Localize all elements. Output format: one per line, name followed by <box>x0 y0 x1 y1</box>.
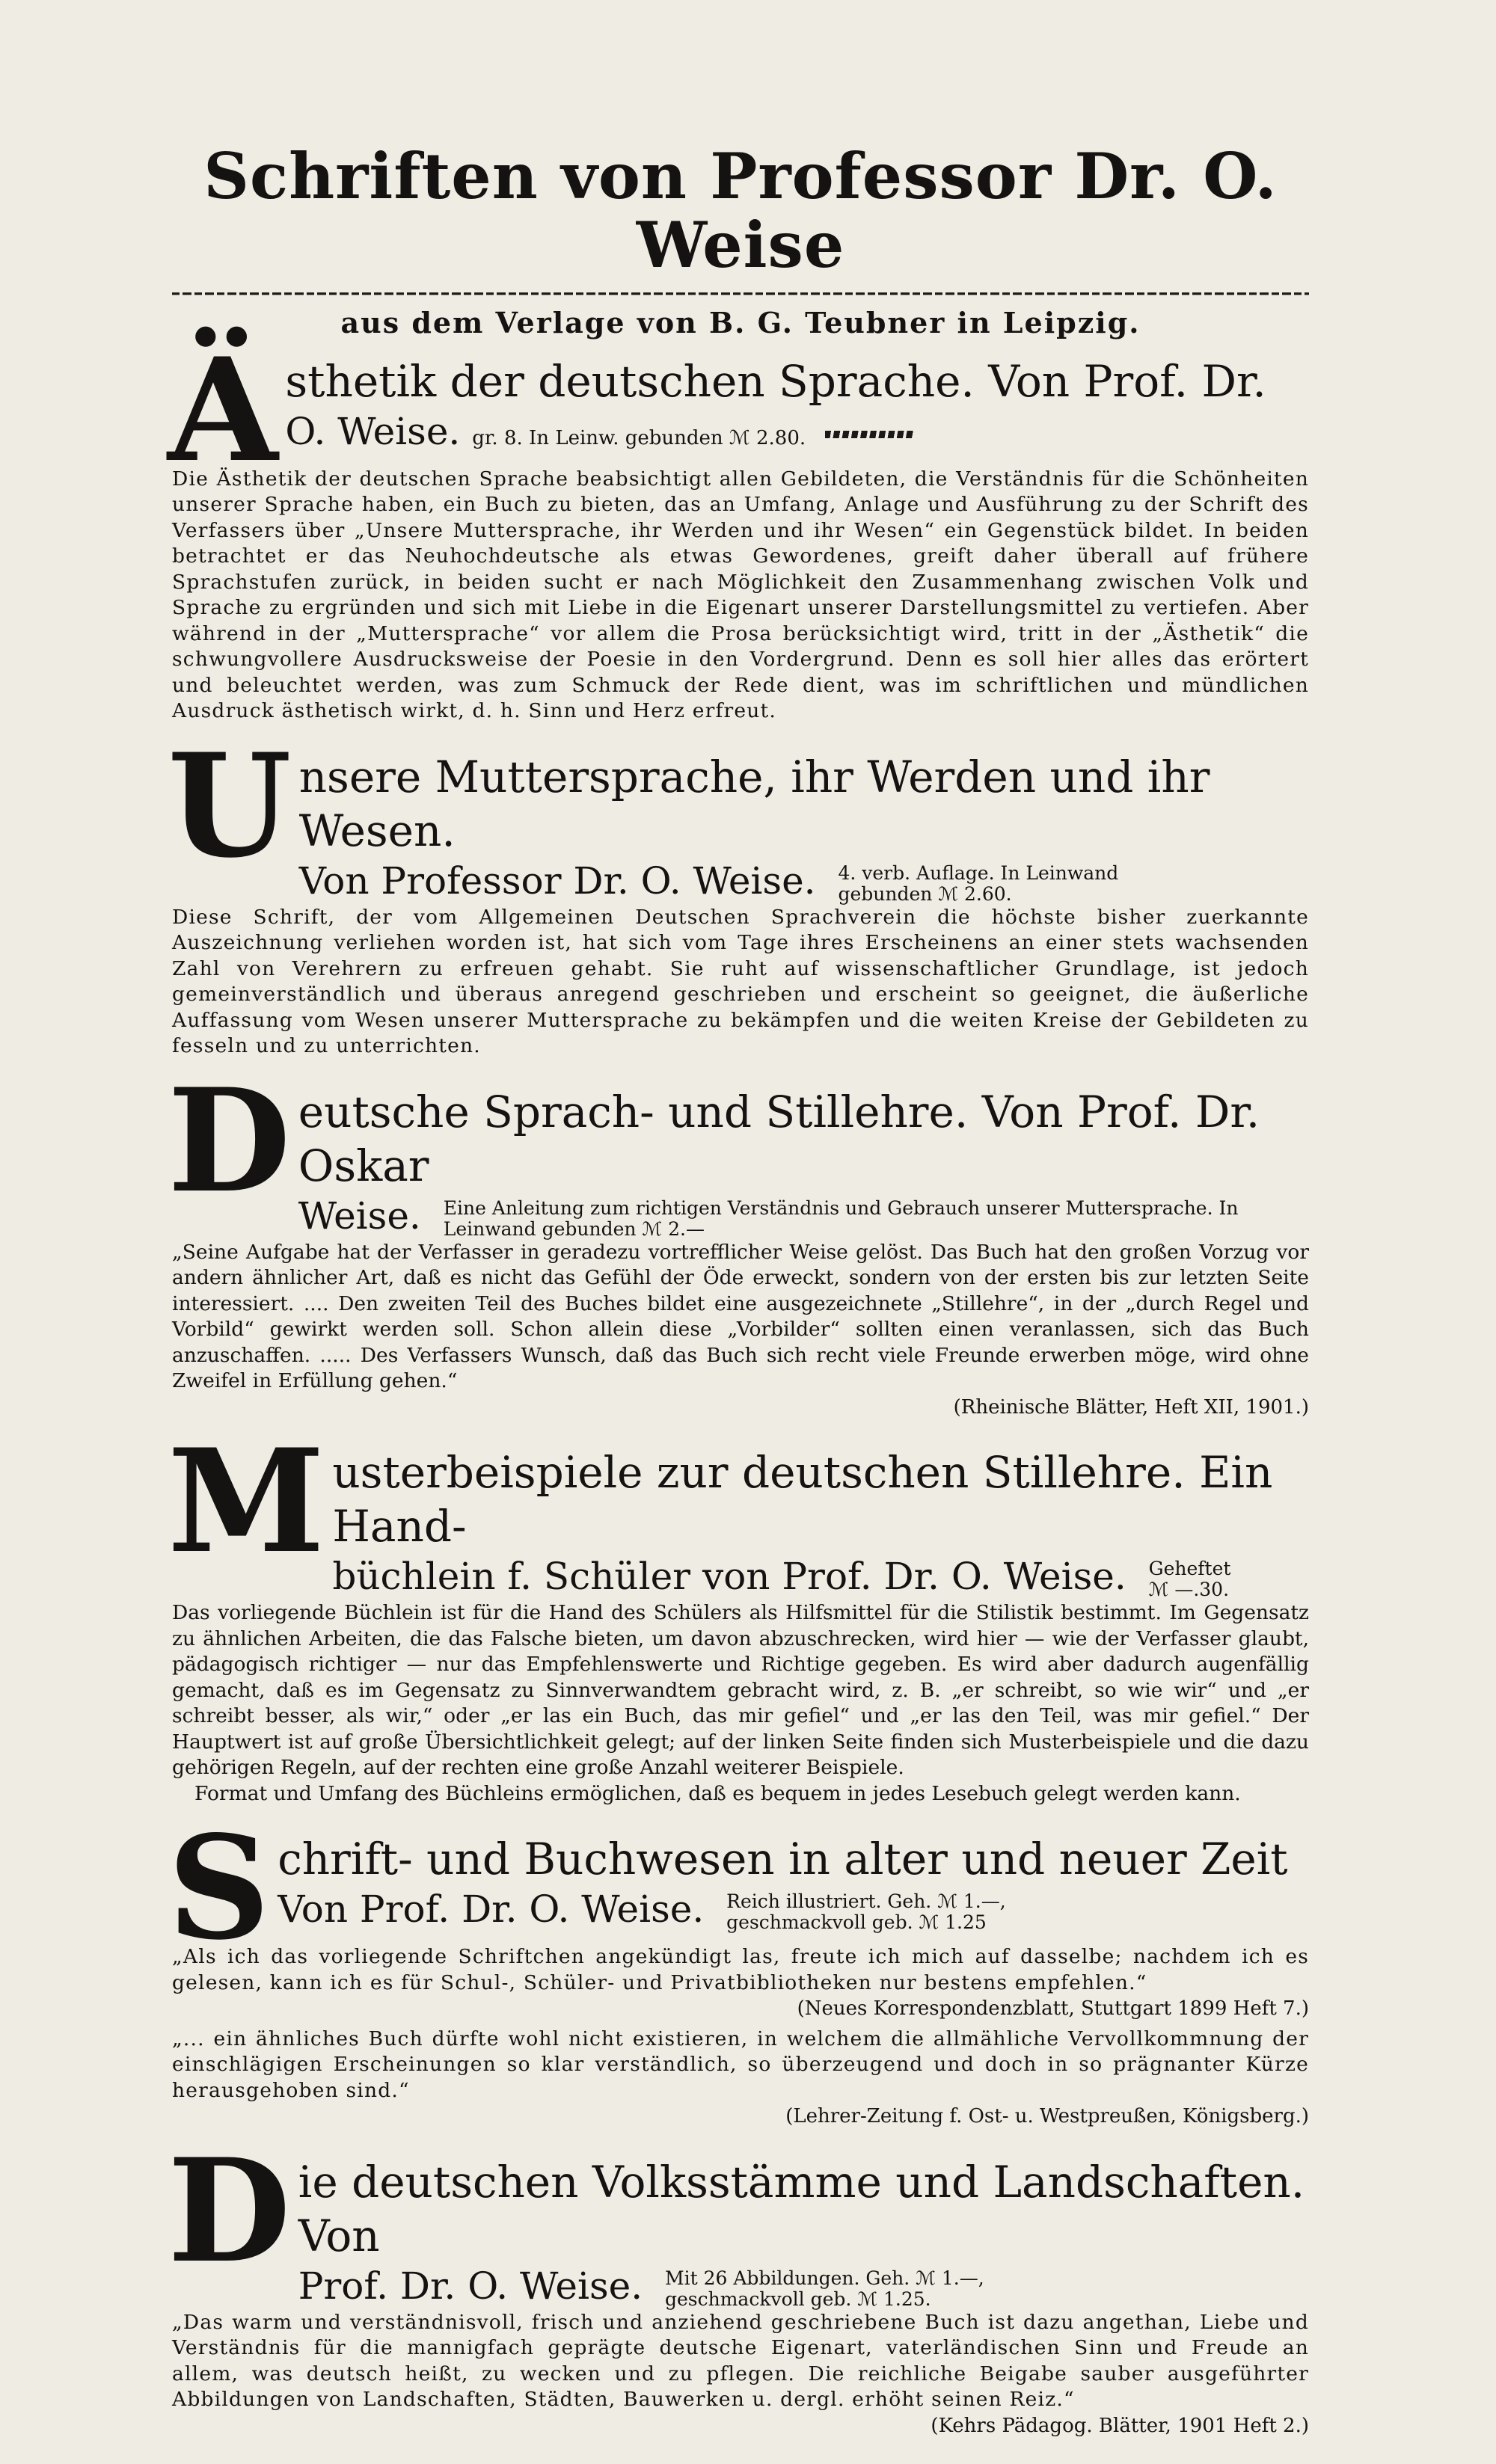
book-details: Eine Anleitung zum richtigen Verständnis und Gebrauch unserer Muttersprache. In Leinwand gebunden ℳ 2.— <box>443 1196 1239 1240</box>
book-author: büchlein f. Schüler von Prof. Dr. O. Weise. <box>332 1555 1126 1599</box>
dropcap: D <box>168 1057 291 1224</box>
book-author: O. Weise. <box>285 409 461 453</box>
book-author: Von Prof. Dr. O. Weise. <box>278 1887 705 1932</box>
ornament <box>825 431 915 438</box>
book-details: Reich illustriert. Geh. ℳ 1.—, geschmackvoll geb. ℳ 1.25 <box>726 1890 1006 1934</box>
book-description: Diese Schrift, der vom Allgemeinen Deutschen Sprachverein die höchste bisher zuerkannte Auszeichnung verliehen worden ist, hat sich vom Tage ihres Erscheinens an einer stets wachsenden Zahl von Verehrern zu erfreuen gehabt. Sie ruht auf wissenschaftlicher Grundlage, ist jedoch gemeinverständlich und überaus anregend geschrieben und erscheint so geeignet, die äußerliche Auffassung vom Wesen unserer Muttersprache zu bekämpfen und die weiten Kreise der Gebildeten zu fesseln und zu unterrichten. <box>172 905 1309 1058</box>
book-review: „Als ich das vorliegende Schriftchen angekündigt las, freute ich mich auf dasselbe; nachdem ich es gelesen, kann ich es für Schul-, Schüler- und Privatbibliotheken nur bestens empfehlen.“ <box>172 1945 1309 1994</box>
page-title: Schriften von Professor Dr. O. Weise <box>203 139 1278 283</box>
book-details: Geheftet ℳ —.30. <box>1148 1558 1231 1601</box>
book-title: usterbeispiele zur deutschen Stillehre. Ein Hand- <box>332 1447 1273 1552</box>
book-details: gr. 8. In Leinw. gebunden ℳ 2.80. <box>472 426 806 449</box>
dropcap: M <box>168 1418 325 1585</box>
book-details: Mit 26 Abbildungen. Geh. ℳ 1.—, geschmackvoll geb. ℳ 1.25. <box>665 2267 984 2310</box>
book-author: Prof. Dr. O. Weise. <box>298 2264 643 2308</box>
book-author: Von Professor Dr. O. Weise. <box>298 858 816 903</box>
book-description: Das vorliegende Büchlein ist für die Hand des Schülers als Hilfsmittel für die Stilistik bestimmt. Im Gegensatz zu ähnlichen Arbeiten, die das Falsche bieten, um davon abzuschrecken, wird hier — wie der Verfasser glaubt, pädagogisch richtiger — nur das Empfehlenswerte und Richtige gegeben. Es wird aber dadurch augenfällig gemacht, daß es im Gegensatz zu Sinnverwandtem gebracht wird, z. B. „er schreibt, so wie wir“ und „er schreibt besser, als wir,“ oder „er las ein Buch, das mir gefiel“ und „er las den Teil, was mir gefiel.“ Der Hauptwert ist auf große Übersichtlichkeit gelegt; auf der linken Seite finden sich Musterbeispiele und die dazu gehörigen Regeln, auf der rechten eine große Anzahl weiterer Beispiele. <box>172 1601 1309 1780</box>
dropcap: U <box>168 722 292 889</box>
book-description-note: Format und Umfang des Büchleins ermöglichen, daß es bequem in jedes Lesebuch gelegt werden kann. <box>194 1781 1241 1805</box>
book-entry <box>168 326 1309 725</box>
book-entry <box>168 722 1309 1060</box>
review-source: (Kehrs Pädagog. Blätter, 1901 Heft 2.) <box>931 2414 1309 2437</box>
dropcap: Ä <box>168 326 278 494</box>
book-entry <box>168 1418 1309 1807</box>
ornament-divider <box>172 288 1309 300</box>
book-title: nsere Muttersprache, ihr Werden und ihr Wesen. <box>298 751 1210 856</box>
book-description: Die Ästhetik der deutschen Sprache beabsichtigt allen Gebildeten, die Verständnis für die Schönheiten unserer Sprache haben, ein Buch zu bieten, das an Umfang, Anlage und Ausführung zu der Schrift des Verfassers über „Unsere Muttersprache, ihr Werden und ihr Wesen“ ein Gegenstück bildet. In beiden betrachtet er das Neuhochdeutsche als etwas Gewordenes, greift daher überall auf frühere Sprachstufen zurück, in beiden sucht er nach Möglichkeit den Zusammenhang zwischen Volk und Sprache zu ergründen und sich mit Liebe in die Eigenart unserer Darstellungsmittel zu vertiefen. Aber während in der „Muttersprache“ vor allem die Prosa berücksichtigt wird, tritt in der „Ästhetik“ die schwungvollere Ausdrucksweise der Poesie in den Vordergrund. Denn es soll hier alles das erörtert und beleuchtet werden, was zum Schmuck der Rede dient, was im schriftlichen und mündlichen Ausdruck ästhetisch wirkt, d. h. Sinn und Herz erfreut. <box>172 467 1309 723</box>
book-review: „Seine Aufgabe hat der Verfasser in geradezu vortrefflicher Weise gelöst. Das Buch hat den großen Vorzug vor andern ähnlicher Art, daß es nicht das Gefühl der Öde erweckt, sondern von der ersten bis zur letzten Seite interessiert. .... Den zweiten Teil des Buches bildet eine ausgezeichnete „Stillehre“, in der „durch Regel und Vorbild“ gewirkt werden soll. Schon allein diese „Vorbilder“ sollten einen veranlassen, sich das Buch anzuschaffen. ..... Des Verfassers Wunsch, daß das Buch sich recht viele Freunde erwerben möge, wird ohne Zweifel in Erfüllung gehen.“ <box>172 1240 1309 1393</box>
review-source: (Lehrer-Zeitung f. Ost- u. Westpreußen, Königsberg.) <box>785 2105 1309 2128</box>
book-title: ie deutschen Volksstämme und Landschaften. Von <box>298 2156 1305 2261</box>
dropcap: S <box>168 1804 271 1972</box>
review-source: (Rheinische Blätter, Heft XII, 1901.) <box>953 1395 1309 1419</box>
book-review: „... ein ähnliches Buch dürfte wohl nicht existieren, in welchem die allmähliche Vervollkommnung der einschlägigen Erscheinungen so klar verständlich, so überzeugend und doch in so prägnanter Kürze herausgehoben sind.“ <box>172 2027 1309 2102</box>
book-author: Weise. <box>298 1193 421 1238</box>
book-title: chrift- und Buchwesen in alter und neuer Zeit <box>278 1834 1288 1885</box>
book-entry <box>168 2127 1309 2439</box>
book-details: 4. verb. Auflage. In Leinwand gebunden ℳ 2.60. <box>838 861 1119 905</box>
dropcap: D <box>168 2127 291 2294</box>
book-entry <box>168 1804 1309 2130</box>
publisher-line: aus dem Verlage von B. G. Teubner in Leipzig. <box>340 305 1141 340</box>
book-review: „Das warm und verständnisvoll, frisch und anziehend geschriebene Buch ist dazu angethan, Liebe und Verständnis für die mannigfach geprägte deutsche Eigenart, vaterländischen Sinn und Freude an allem, was deutsch heißt, zu wecken und zu pflegen. Die reichliche Beigabe sauber ausgeführter Abbildungen von Landschaften, Städten, Bauwerken u. dergl. erhöht seinen Reiz.“ <box>172 2310 1309 2412</box>
page <box>168 112 1309 2464</box>
book-title: sthetik der deutschen Sprache. Von Prof. Dr. <box>285 355 1266 407</box>
review-source: (Neues Korrespondenzblatt, Stuttgart 1899 Heft 7.) <box>797 1997 1309 2021</box>
book-title: eutsche Sprach- und Stillehre. Von Prof. Dr. Oskar <box>298 1086 1260 1191</box>
book-entry <box>168 1057 1309 1421</box>
